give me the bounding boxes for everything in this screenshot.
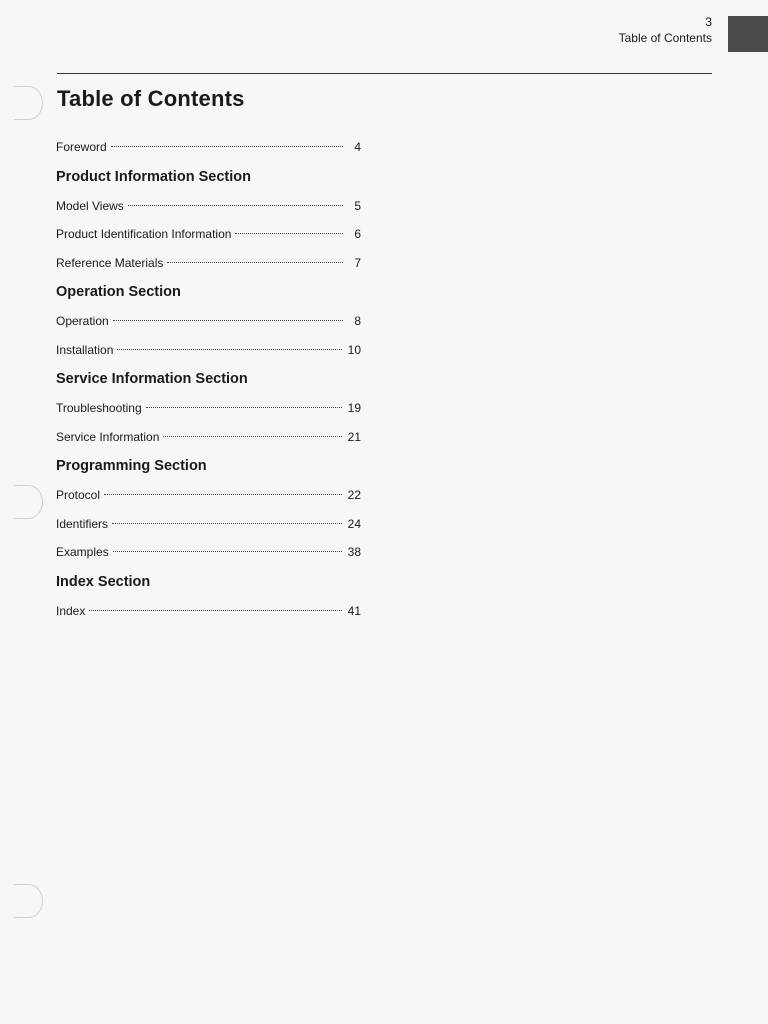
toc-entry[interactable] bbox=[56, 220, 361, 249]
toc-entry[interactable] bbox=[56, 510, 361, 539]
toc-entry-page: 22 bbox=[347, 488, 361, 502]
toc-leader-dots bbox=[128, 205, 343, 206]
punch-hole-top bbox=[14, 86, 43, 120]
toc-entry-page: 41 bbox=[347, 603, 361, 618]
header-rule bbox=[57, 73, 712, 74]
toc-entry-label: Service Information bbox=[56, 429, 160, 444]
running-header bbox=[619, 14, 712, 46]
toc-entry[interactable] bbox=[56, 394, 361, 423]
toc-section-heading[interactable]: Index Section bbox=[56, 573, 151, 590]
toc-entry-page: 8 bbox=[354, 314, 361, 328]
header-running-title: Table of Contents bbox=[618, 31, 712, 45]
toc-leader-dots bbox=[163, 436, 341, 437]
toc-entry-page: 6 bbox=[354, 227, 361, 241]
toc-leader-dots bbox=[89, 610, 341, 611]
toc-entry[interactable] bbox=[56, 538, 361, 567]
toc-leader-dots bbox=[167, 262, 343, 263]
toc-leader-dots bbox=[111, 146, 343, 147]
toc-entry-page: 4 bbox=[354, 140, 361, 154]
toc-entry-label: Index bbox=[56, 603, 86, 618]
section-tab-marker bbox=[728, 16, 768, 52]
toc-entry[interactable] bbox=[56, 597, 361, 626]
toc-entry-page: 38 bbox=[347, 545, 361, 559]
toc-section-heading[interactable]: Programming Section bbox=[56, 458, 207, 474]
page-title: Table of Contents bbox=[57, 86, 245, 111]
toc-entry[interactable] bbox=[56, 192, 361, 221]
toc-leader-dots bbox=[112, 523, 342, 524]
toc-entry-page: 7 bbox=[354, 255, 361, 270]
toc-entry-label: Product Identification Information bbox=[56, 227, 232, 241]
toc-entry-label: Installation bbox=[56, 342, 114, 357]
toc-leader-dots bbox=[113, 320, 343, 321]
toc-entry-label: Identifiers bbox=[56, 516, 109, 531]
toc-entry-label: Operation bbox=[56, 314, 109, 328]
toc-entry-label: Examples bbox=[56, 545, 109, 559]
header-page-number: 3 bbox=[705, 15, 712, 29]
toc-leader-dots bbox=[235, 233, 343, 234]
toc-entry-label: Reference Materials bbox=[56, 255, 164, 270]
toc-entry[interactable] bbox=[56, 249, 361, 278]
punch-hole-bottom bbox=[14, 884, 43, 918]
toc-entry-page: 19 bbox=[347, 401, 361, 415]
toc-leader-dots bbox=[113, 551, 342, 552]
toc-entry[interactable] bbox=[56, 423, 361, 452]
toc-leader-dots bbox=[146, 407, 342, 408]
toc-entry[interactable] bbox=[56, 481, 361, 510]
toc-leader-dots bbox=[117, 349, 341, 350]
toc-entry-label: Protocol bbox=[56, 488, 101, 502]
toc-leader-dots bbox=[104, 494, 342, 495]
toc-entry[interactable] bbox=[56, 307, 361, 336]
toc-entry[interactable] bbox=[56, 133, 361, 162]
toc-entry-page: 5 bbox=[354, 198, 361, 213]
toc-entry-label: Foreword bbox=[56, 140, 107, 154]
toc-entry-page: 10 bbox=[347, 342, 361, 357]
toc-entry-label: Troubleshooting bbox=[56, 401, 142, 415]
toc-entry[interactable] bbox=[56, 336, 361, 365]
toc-entry-label: Model Views bbox=[56, 198, 124, 213]
toc-section-heading[interactable]: Operation Section bbox=[56, 284, 181, 300]
toc-section-heading[interactable]: Service Information Section bbox=[56, 371, 248, 387]
table-of-contents bbox=[56, 133, 361, 625]
punch-hole-middle bbox=[14, 485, 43, 519]
toc-section-heading[interactable]: Product Information Section bbox=[56, 168, 251, 185]
toc-entry-page: 24 bbox=[347, 516, 361, 531]
toc-entry-page: 21 bbox=[347, 429, 361, 444]
